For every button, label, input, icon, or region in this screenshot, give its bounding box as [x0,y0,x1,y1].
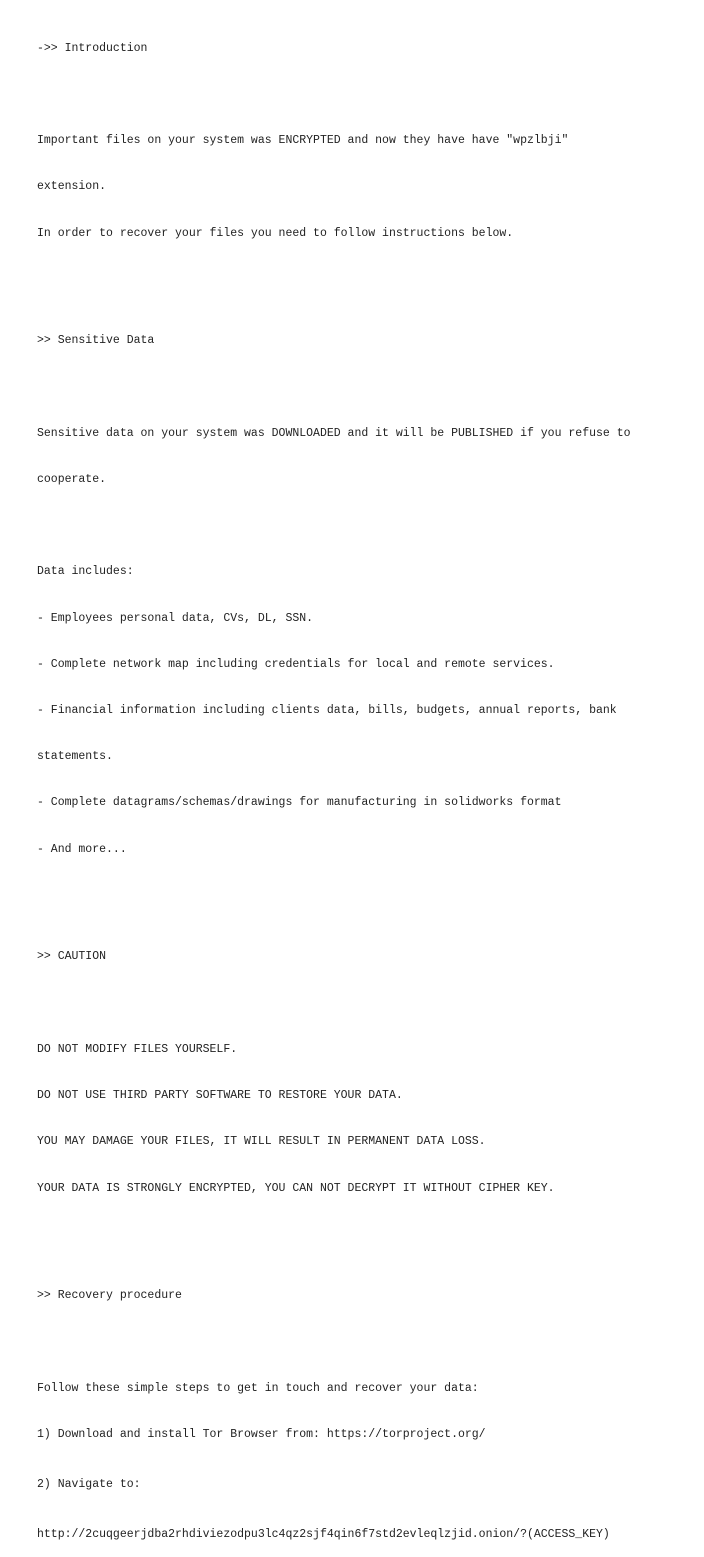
intro-line: Important files on your system was ENCRYPTED and now they have have "wpzlbji" [37,134,569,148]
ransom-note-document [37,10,697,1557]
spacer [37,1335,697,1350]
sensitive-line: Sensitive data on your system was DOWNLOADED and it will be PUBLISHED if you refuse to [37,426,631,440]
recovery-intro: Follow these simple steps to get in touch and recover your data: [37,1381,479,1395]
caution-line: YOUR DATA IS STRONGLY ENCRYPTED, YOU CAN NOT DECRYPT IT WITHOUT CIPHER KEY. [37,1181,555,1195]
intro-heading: ->> Introduction [37,41,148,55]
caution-line: DO NOT MODIFY FILES YOURSELF. [37,1042,238,1056]
spacer [37,1227,697,1242]
recovery-heading: >> Recovery procedure [37,1289,182,1303]
data-item: statements. [37,750,113,764]
data-item: - Employees personal data, CVs, DL, SSN. [37,611,314,625]
data-item: - Financial information including clients data, bills, budgets, annual reports, bank [37,704,617,718]
caution-line: DO NOT USE THIRD PARTY SOFTWARE TO RESTORE YOUR DATA. [37,1089,403,1103]
intro-line: extension. [37,180,107,194]
recovery-step-1: 1) Download and install Tor Browser from: https://torproject.org/ [37,1427,486,1441]
spacer [37,888,697,903]
spacer [37,380,697,395]
spacer [37,996,697,1011]
data-item: - And more... [37,842,127,856]
data-item: - Complete datagrams/schemas/drawings for manufacturing in solidworks format [37,796,562,810]
intro-line: In order to recover your files you need to follow instructions below. [37,226,514,240]
data-includes-label: Data includes: [37,565,134,579]
sensitive-line: cooperate. [37,473,107,487]
caution-line: YOU MAY DAMAGE YOUR FILES, IT WILL RESULT IN PERMANENT DATA LOSS. [37,1135,486,1149]
spacer [37,87,697,102]
spacer [37,272,697,287]
sensitive-heading: >> Sensitive Data [37,334,155,348]
spacer [37,518,697,533]
data-item: - Complete network map including credentials for local and remote services. [37,657,555,671]
recovery-step-2: 2) Navigate to: [37,1477,141,1491]
recovery-url: http://2cuqgeerjdba2rhdiviezodpu3lc4qz2sjf4qin6f7std2evleqlzjid.onion/?(ACCESS_KEY) [37,1527,610,1541]
caution-heading: >> CAUTION [37,950,107,964]
